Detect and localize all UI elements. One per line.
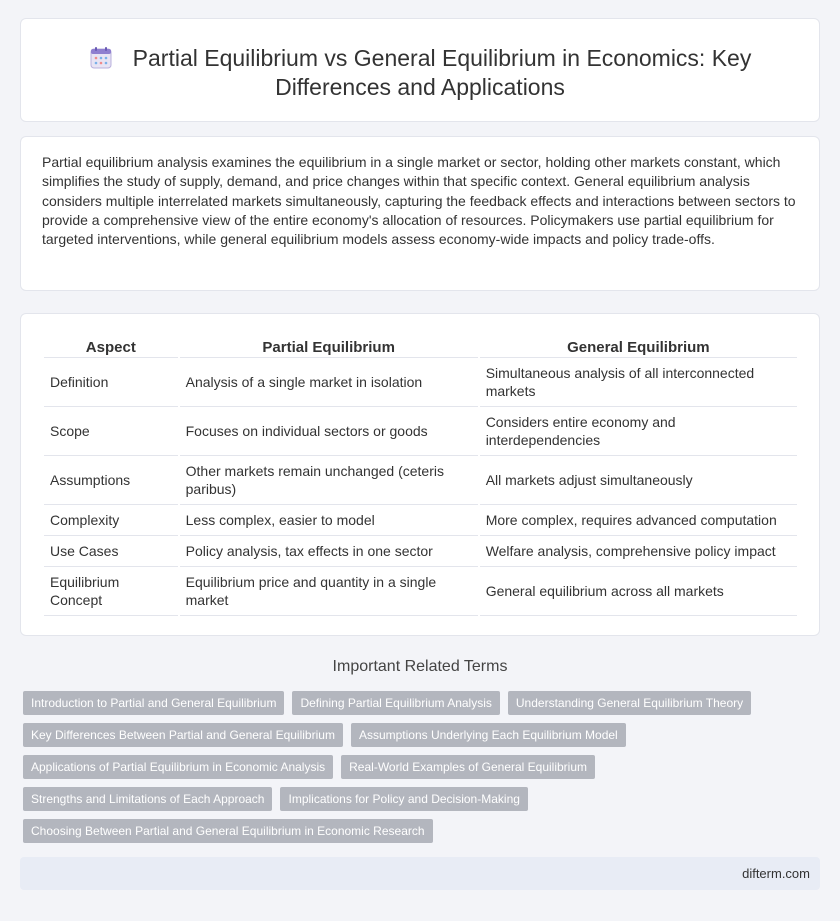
cell-general: Simultaneous analysis of all interconnected markets <box>480 358 797 407</box>
header-general: General Equilibrium <box>480 334 797 358</box>
header-aspect: Aspect <box>44 334 178 358</box>
cell-aspect: Scope <box>44 407 178 456</box>
cell-general: General equilibrium across all markets <box>480 567 797 616</box>
table-row <box>44 536 797 567</box>
page-title: Partial Equilibrium vs General Equilibrium in Economics: Key Differences and Applications <box>132 45 752 100</box>
cell-aspect: Definition <box>44 358 178 407</box>
related-terms-heading: Important Related Terms <box>332 658 508 675</box>
cell-general: Considers entire economy and interdependencies <box>480 407 797 456</box>
summary-text: Partial equilibrium analysis examines the equilibrium in a single market or sector, holding other markets constant, which simplifies the study of supply, demand, and price changes within that specific context. General equilibrium analysis considers multiple interrelated markets simultaneously, capturing the feedback effects and interactions between sectors to provide a comprehensive view of the entire economy's allocation of resources. Policymakers use partial equilibrium for targeted interventions, while general equilibrium models assess economy-wide impacts and policy trade-offs. <box>42 154 796 248</box>
table-row <box>44 358 797 407</box>
related-term-tag[interactable]: Applications of Partial Equilibrium in Economic Analysis <box>23 755 333 779</box>
table-row <box>44 567 797 616</box>
related-term-tag[interactable]: Choosing Between Partial and General Equilibrium in Economic Research <box>23 819 433 843</box>
related-term-tag[interactable]: Strengths and Limitations of Each Approach <box>23 787 272 811</box>
related-term-tag[interactable]: Implications for Policy and Decision-Making <box>280 787 527 811</box>
footer <box>20 857 820 890</box>
cell-general: All markets adjust simultaneously <box>480 456 797 505</box>
title-card <box>20 18 820 122</box>
related-term-tag[interactable]: Key Differences Between Partial and General Equilibrium <box>23 723 343 747</box>
cell-partial: Analysis of a single market in isolation <box>180 358 478 407</box>
related-term-tag[interactable]: Assumptions Underlying Each Equilibrium Model <box>351 723 626 747</box>
calendar-icon <box>89 46 113 70</box>
cell-partial: Equilibrium price and quantity in a single market <box>180 567 478 616</box>
table-row <box>44 456 797 505</box>
cell-partial: Policy analysis, tax effects in one sector <box>180 536 478 567</box>
cell-general: More complex, requires advanced computation <box>480 505 797 536</box>
cell-aspect: Assumptions <box>44 456 178 505</box>
related-terms-list <box>23 691 783 851</box>
summary-card <box>20 136 820 291</box>
cell-partial: Less complex, easier to model <box>180 505 478 536</box>
related-term-tag[interactable]: Introduction to Partial and General Equilibrium <box>23 691 284 715</box>
related-term-tag[interactable]: Real-World Examples of General Equilibrium <box>341 755 595 779</box>
comparison-table <box>42 334 799 616</box>
footer-site-link[interactable]: difterm.com <box>742 866 810 881</box>
related-term-tag[interactable]: Understanding General Equilibrium Theory <box>508 691 751 715</box>
table-row <box>44 505 797 536</box>
cell-general: Welfare analysis, comprehensive policy impact <box>480 536 797 567</box>
cell-aspect: Equilibrium Concept <box>44 567 178 616</box>
cell-partial: Focuses on individual sectors or goods <box>180 407 478 456</box>
header-partial: Partial Equilibrium <box>180 334 478 358</box>
cell-aspect: Complexity <box>44 505 178 536</box>
cell-aspect: Use Cases <box>44 536 178 567</box>
related-term-tag[interactable]: Defining Partial Equilibrium Analysis <box>292 691 499 715</box>
cell-partial: Other markets remain unchanged (ceteris paribus) <box>180 456 478 505</box>
comparison-table-card <box>20 313 820 636</box>
page-title-wrap <box>21 44 819 102</box>
table-row <box>44 407 797 456</box>
